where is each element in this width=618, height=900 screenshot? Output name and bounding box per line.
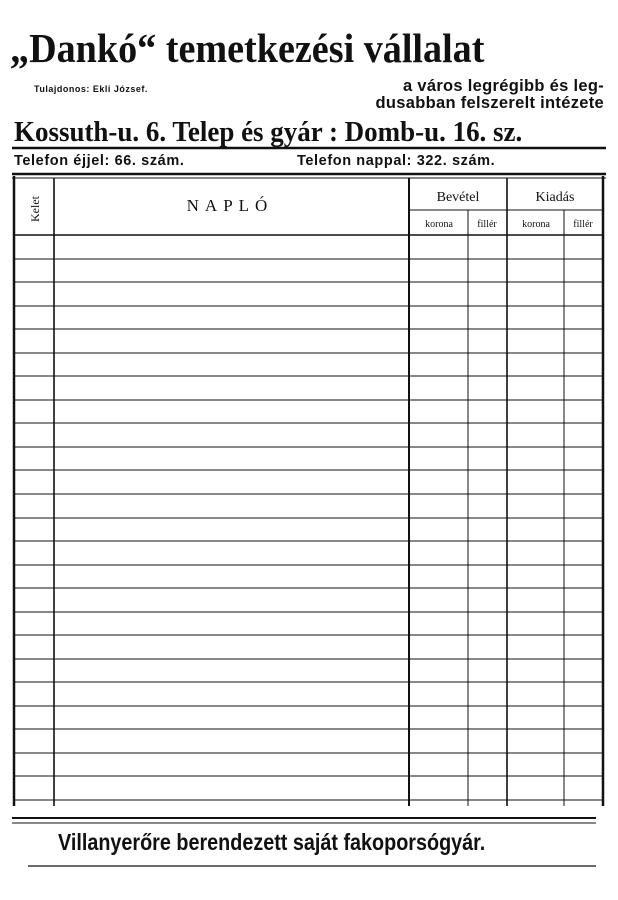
address-line: Kossuth-u. 6. Telep és gyár : Domb-u. 16. sz. (14, 116, 523, 148)
slogan-line-2: dusabban felszerelt intézete (375, 94, 604, 112)
company-title: „Dankó“ temetkezési vállalat (10, 25, 485, 71)
footer-slogan: Villanyerőre berendezett saját fakoporsógyár. (58, 829, 486, 855)
phone-night: Telefon éjjel: 66. szám. (14, 153, 185, 169)
expense-column-header: Kiadás (535, 190, 575, 205)
date-column-header: Kelet (27, 196, 42, 222)
income-column-header: Bevétel (436, 190, 480, 205)
expense-korona-header: korona (522, 219, 550, 230)
expense-filler-header: fillér (573, 219, 593, 230)
journal-column-header: NAPLÓ (186, 196, 274, 215)
slogan-line-1: a város legrégibb és leg- (403, 77, 604, 95)
owner-line: Tulajdonos: Ekli József. (34, 84, 148, 94)
income-filler-header: fillér (477, 219, 497, 230)
income-korona-header: korona (425, 219, 453, 230)
phone-day: Telefon nappal: 322. szám. (297, 153, 496, 169)
